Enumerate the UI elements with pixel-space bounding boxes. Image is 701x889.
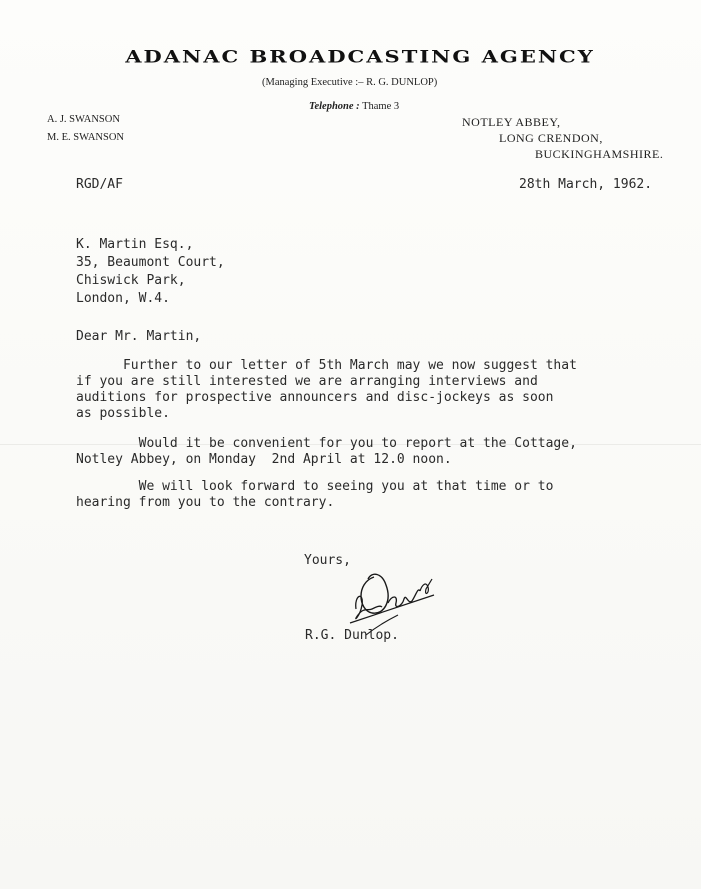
reference: RGD/AF xyxy=(76,177,123,192)
managing-executive: (Managing Executive :– R. G. DUNLOP) xyxy=(262,77,438,88)
recipient-line: London, W.4. xyxy=(76,291,170,306)
address-line: NOTLEY ABBEY, xyxy=(462,115,561,129)
salutation: Dear Mr. Martin, xyxy=(76,329,202,344)
partners-list xyxy=(47,111,124,147)
closing: Yours, xyxy=(304,553,351,568)
telephone-number: Thame 3 xyxy=(362,101,400,112)
recipient-address xyxy=(76,236,225,308)
address-line: BUCKINGHAMSHIRE. xyxy=(535,147,664,161)
telephone-line xyxy=(309,101,399,112)
signer-name: R.G. Dunlop. xyxy=(305,628,399,643)
recipient-line: K. Martin Esq., xyxy=(76,237,194,252)
recipient-line: Chiswick Park, xyxy=(76,273,186,288)
recipient-line: 35, Beaumont Court, xyxy=(76,255,225,270)
letter-date: 28th March, 1962. xyxy=(519,177,653,192)
company-masthead: ADANAC BROADCASTING AGENCY xyxy=(125,46,595,67)
body-paragraph: Would it be convenient for you to report at the Cottage, Notley Abbey, on Monday 2nd April at 12.0 noon. xyxy=(76,436,577,467)
body-paragraph: Further to our letter of 5th March may we now suggest that if you are still interested we are arranging interviews and auditions for prospective announcers and disc-jockeys as soon as possible. xyxy=(76,358,577,421)
telephone-label: Telephone : xyxy=(309,101,360,112)
address-line: LONG CRENDON, xyxy=(499,131,603,145)
partner-name: A. J. SWANSON xyxy=(47,114,120,125)
sender-address xyxy=(462,114,663,162)
partner-name: M. E. SWANSON xyxy=(47,132,125,143)
body-paragraph: We will look forward to seeing you at that time or to hearing from you to the contrary. xyxy=(76,479,554,510)
